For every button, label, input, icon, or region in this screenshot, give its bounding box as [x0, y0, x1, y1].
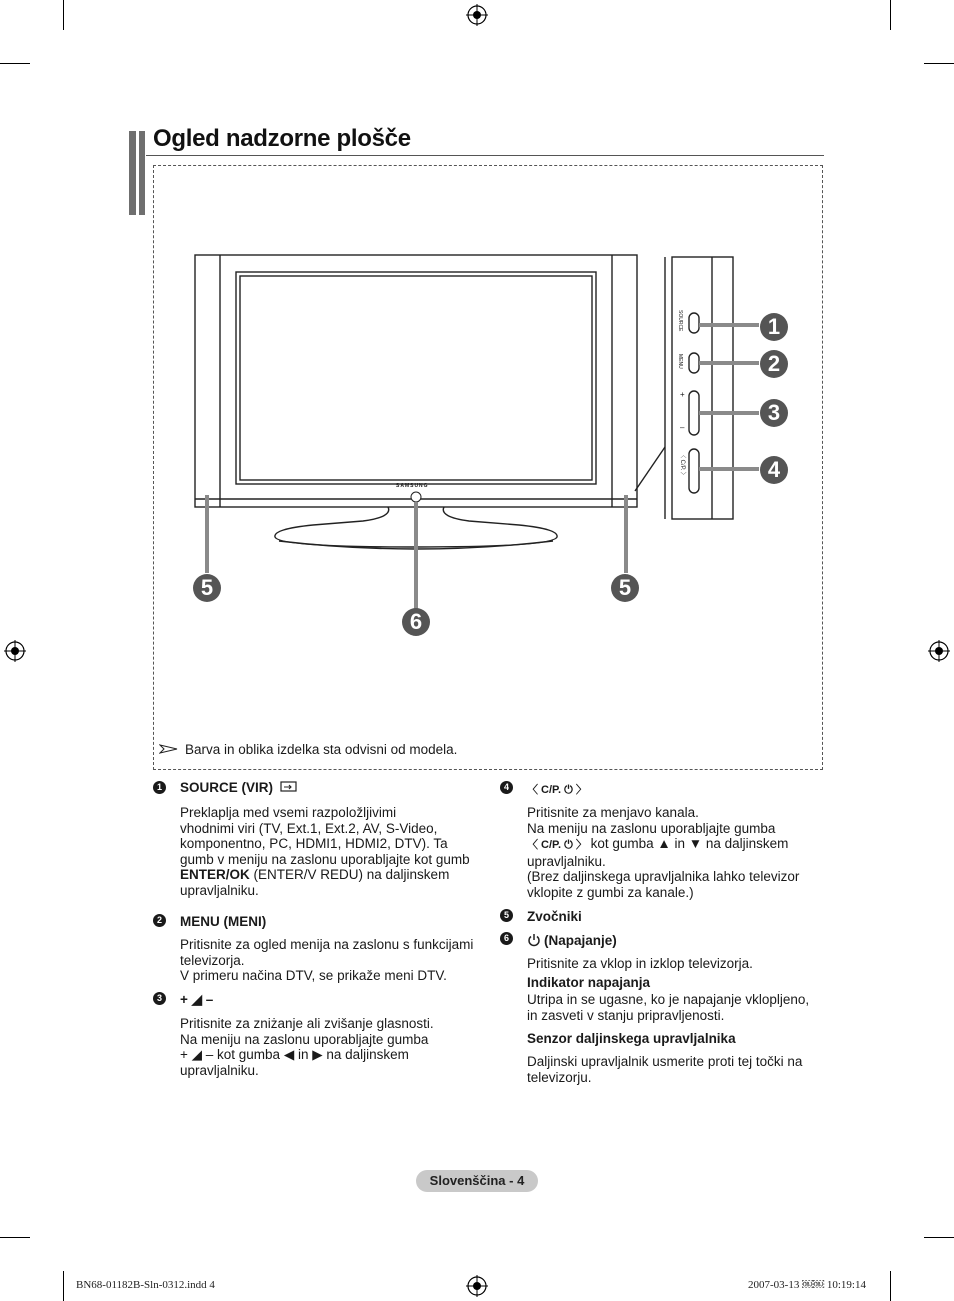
registration-mark-icon: [928, 640, 950, 662]
text-line: Pritisnite za vklop in izklop televizorja.: [527, 956, 753, 971]
item-heading-source: [180, 780, 298, 795]
enter-ok-label: ENTER/OK: [180, 867, 250, 883]
crop-mark: [0, 1237, 30, 1238]
item-heading-volume: + ◢ –: [180, 992, 214, 1007]
text-line: Na meniju na zaslonu uporabljajte gumba: [527, 820, 776, 836]
channel-button-glyph: 〈 C/P. ⏻ 〉: [527, 839, 587, 852]
item-body-power: [527, 956, 809, 1085]
input-source-icon: [280, 781, 298, 793]
page-title: Ogled nadzorne plošče: [153, 125, 411, 152]
item-body-channel: [527, 805, 799, 901]
text-line: televizorju.: [527, 1069, 592, 1085]
crop-mark: [63, 0, 64, 30]
tv-illustration: [153, 165, 823, 735]
note: [159, 742, 457, 757]
text-span: (ENTER/V REDU) na daljinskem: [249, 867, 450, 883]
item-number-6: 6: [500, 932, 513, 945]
text-line: in zasveti v stanju pripravljenosti.: [527, 1007, 725, 1023]
item-heading-channel: 〈 C/P. ⏻ 〉: [527, 784, 587, 796]
callout-4: 4: [760, 456, 788, 484]
text-line: upravljalniku.: [527, 853, 606, 869]
text-line: upravljalniku.: [180, 1062, 259, 1078]
note-arrow-icon: [159, 744, 179, 754]
text-line: televizorja.: [180, 952, 245, 968]
text-line: [180, 867, 470, 883]
item-number-3: 3: [153, 992, 166, 1005]
date-slug: 2007-03-13 ￼￼ 10:19:14: [748, 1279, 866, 1291]
text-line: komponentno, PC, HDMI1, HDMI2, DTV). Ta: [180, 836, 448, 852]
item-number-4: 4: [500, 781, 513, 794]
text-line: [527, 836, 799, 854]
callout-2: 2: [760, 350, 788, 378]
title-rule: [146, 155, 824, 156]
file-slug: BN68-01182B-Sln-0312.indd 4: [76, 1279, 215, 1291]
item-number-2: 2: [153, 914, 166, 927]
text-line: vklopite z gumbi za kanale.): [527, 884, 694, 900]
text-line: V primeru načina DTV, se prikaže meni DTV.: [180, 968, 447, 984]
registration-mark-icon: [466, 4, 488, 26]
subheading-remote-sensor: Senzor daljinskega upravljalnika: [527, 1031, 736, 1047]
power-icon: [527, 933, 541, 947]
text-line: gumb v meniju na zaslonu uporabljajte kot gumb: [180, 851, 470, 867]
text-line: Pritisnite za ogled menija na zaslonu s funkcijami: [180, 937, 474, 952]
crop-mark: [63, 1271, 64, 1301]
crop-mark: [924, 63, 954, 64]
crop-mark: [890, 0, 891, 30]
title-accent-gap: [136, 131, 139, 215]
text-line: Daljinski upravljalnik usmerite proti tej točki na: [527, 1053, 803, 1069]
registration-mark-icon: [466, 1275, 488, 1297]
item-number-1: 1: [153, 781, 166, 794]
text-line: Pritisnite za menjavo kanala.: [527, 805, 699, 820]
crop-mark: [924, 1237, 954, 1238]
callout-1: 1: [760, 313, 788, 341]
callout-3: 3: [760, 399, 788, 427]
text-span: kot gumba ▲ in ▼ na daljinskem: [586, 836, 789, 852]
crop-mark: [890, 1271, 891, 1301]
registration-mark-icon: [4, 640, 26, 662]
item-heading-speakers: Zvočniki: [527, 909, 582, 924]
text-line: Preklaplja med vsemi razpoložljivimi: [180, 805, 397, 820]
crop-mark: [0, 63, 30, 64]
item-heading-menu: MENU (MENI): [180, 914, 267, 929]
text-line: Utripa in se ugasne, ko je napajanje vklopljeno,: [527, 992, 810, 1008]
volume-button-glyph: + ◢ –: [180, 1047, 214, 1063]
callout-5-right: 5: [611, 574, 639, 602]
item-heading-power: [527, 933, 617, 948]
text-line: Na meniju na zaslonu uporabljajte gumba: [180, 1031, 429, 1047]
text-line: (Brez daljinskega upravljalnika lahko televizor: [527, 869, 800, 885]
item-body-source: [180, 805, 470, 899]
subheading-power-indicator: Indikator napajanja: [527, 974, 651, 990]
callout-5-left: 5: [193, 574, 221, 602]
callout-6: 6: [402, 608, 430, 636]
item-heading-power-text: (Napajanje): [544, 933, 617, 948]
side-label-plus: +: [680, 390, 685, 399]
item-heading-source-text: SOURCE (VIR): [180, 780, 274, 795]
brand-logo: SAMSUNG: [396, 483, 429, 489]
side-label-source: SOURCE: [677, 310, 683, 332]
text-line: [180, 1047, 434, 1063]
item-body-volume: [180, 1016, 434, 1078]
text-line: Pritisnite za zniżanje ali zvišanje glasnosti.: [180, 1016, 434, 1031]
item-body-menu: [180, 937, 473, 984]
item-number-5: 5: [500, 909, 513, 922]
side-label-channel: 〈 C/P. 〉: [679, 452, 685, 479]
page-footer: Slovenščina - 4: [416, 1170, 538, 1192]
side-label-menu: MENU: [677, 354, 683, 369]
side-label-minus: –: [680, 423, 685, 432]
text-span: kot gumba ◀ in ▶ na daljinskem: [213, 1047, 409, 1063]
text-line: vhodnimi viri (TV, Ext.1, Ext.2, AV, S-Video,: [180, 820, 438, 836]
text-line: upravljalniku.: [180, 882, 259, 898]
note-text: Barva in oblika izdelka sta odvisni od modela.: [185, 742, 458, 757]
